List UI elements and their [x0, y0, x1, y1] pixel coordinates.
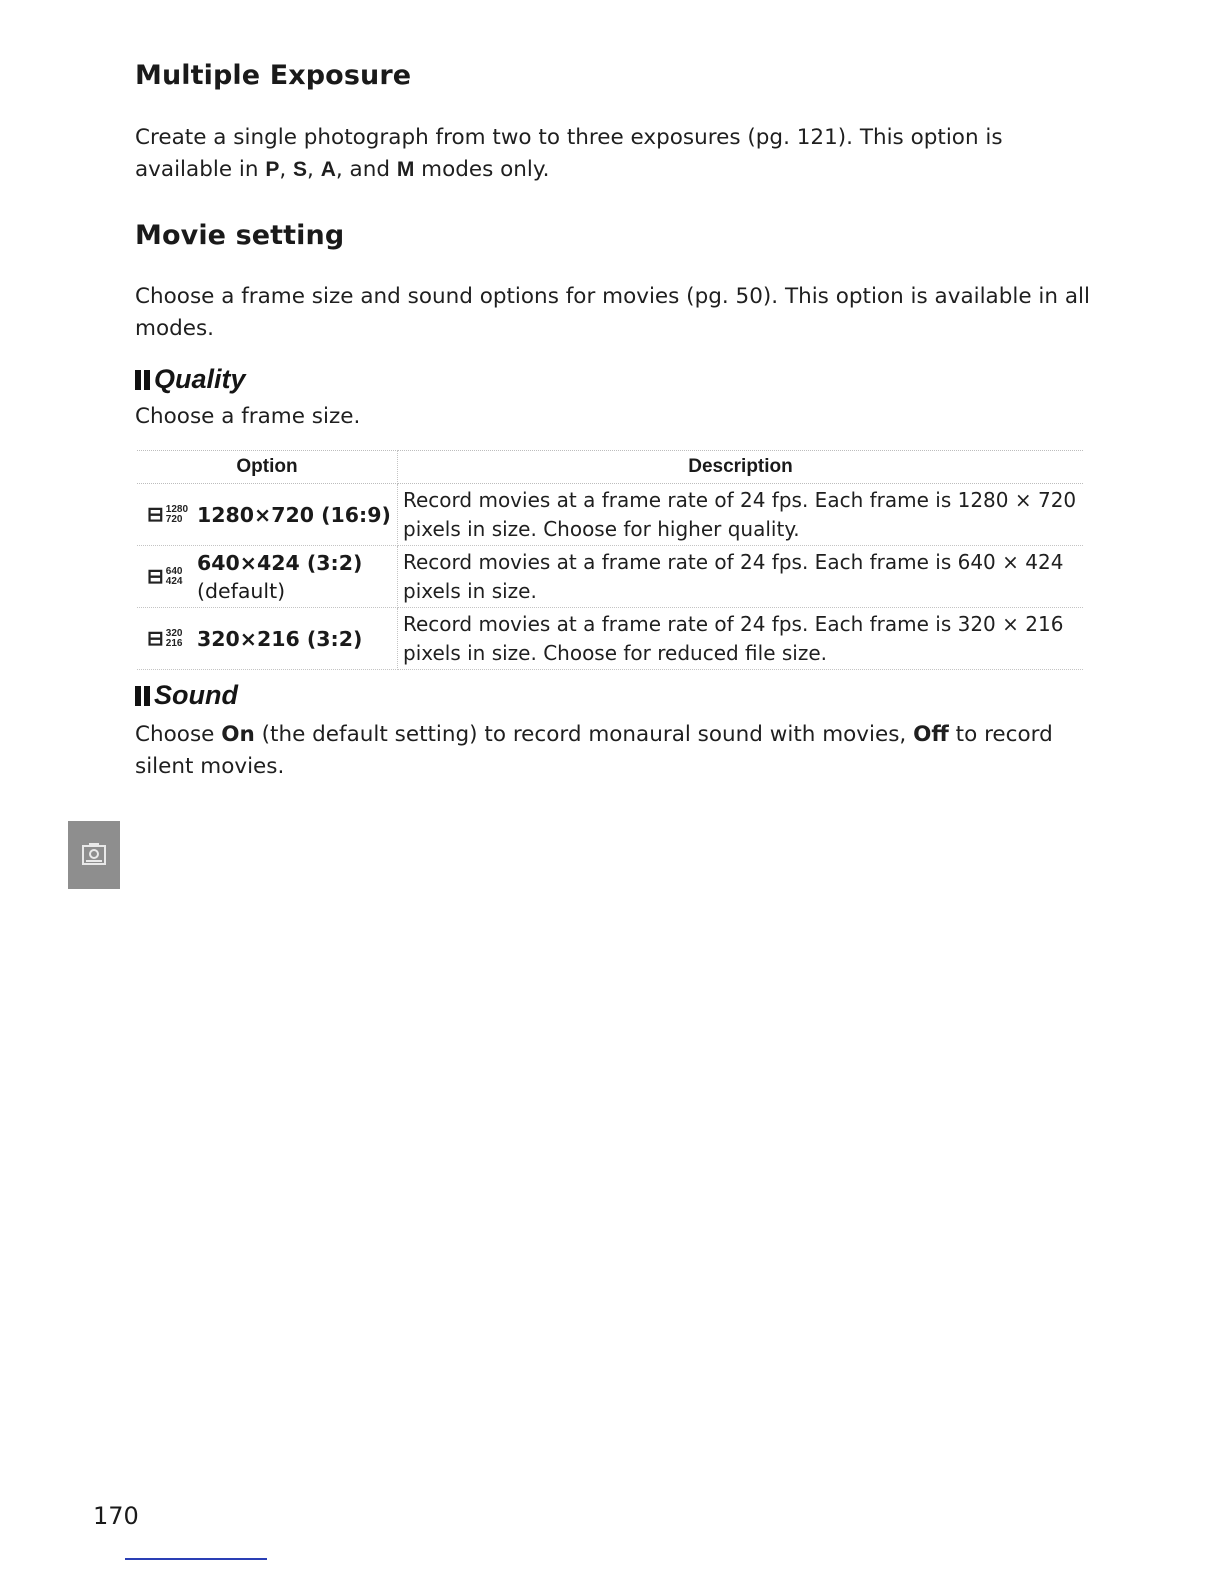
page-number: 170 [93, 1502, 139, 1530]
movie-setting-heading: Movie setting [135, 220, 345, 251]
sound-text-pre: Choose [135, 722, 222, 747]
option-cell [137, 608, 398, 670]
footer-accent-line [125, 1558, 267, 1560]
description-cell: Record movies at a frame rate of 24 fps. Each frame is 320 × 216 pixels in size. Choose for reduced file size. [398, 608, 1084, 670]
sound-heading [135, 680, 238, 711]
movie-quality-icon: ⊟ 320 216 [147, 627, 183, 650]
mode-m: M [396, 158, 415, 181]
option-default-note: (default) [197, 578, 286, 603]
mode-separator: , and [335, 157, 397, 182]
icon-height: 424 [165, 575, 183, 587]
column-header-option: Option [137, 451, 398, 484]
mode-a: A [320, 158, 336, 181]
icon-height: 720 [165, 513, 183, 525]
quality-table [137, 450, 1083, 670]
option-cell [137, 546, 398, 608]
sound-text [135, 719, 1095, 783]
sound-off-label: Off [913, 722, 949, 747]
description-cell: Record movies at a frame rate of 24 fps. Each frame is 640 × 424 pixels in size. [398, 546, 1084, 608]
option-label: 640×424 (3:2) [197, 550, 363, 575]
multiple-exposure-text-pre: Create a single photograph from two to three exposures (pg. 121). This option is available in [135, 125, 1003, 182]
column-header-description: Description [398, 451, 1084, 484]
movie-quality-icon: ⊟ 1280 720 [147, 503, 189, 526]
table-row [137, 484, 1083, 546]
quality-intro: Choose a frame size. [135, 404, 361, 429]
quality-heading [135, 364, 246, 395]
multiple-exposure-text-post: modes only. [414, 157, 550, 182]
mode-separator: , [307, 157, 321, 182]
table-row [137, 608, 1083, 670]
chapter-side-tab [68, 821, 120, 889]
camera-icon [80, 840, 108, 870]
section-marker-icon [135, 370, 150, 390]
table-header-row [137, 451, 1083, 484]
movie-setting-text: Choose a frame size and sound options for movies (pg. 50). This option is available in all modes. [135, 284, 1090, 341]
sound-text-post: to record silent movies. [135, 722, 1053, 779]
sound-on-label: On [221, 722, 255, 747]
mode-p: P [265, 158, 280, 181]
sound-heading-text: Sound [154, 680, 238, 710]
table-row [137, 546, 1083, 608]
icon-height: 216 [165, 637, 183, 649]
section-marker-icon [135, 686, 150, 706]
description-cell: Record movies at a frame rate of 24 fps. Each frame is 1280 × 720 pixels in size. Choose for higher quality. [398, 484, 1084, 546]
mode-s: S [293, 158, 308, 181]
multiple-exposure-heading: Multiple Exposure [135, 60, 412, 91]
mode-separator: , [279, 157, 293, 182]
option-label: 320×216 (3:2) [197, 626, 363, 651]
option-label: 1280×720 (16:9) [197, 502, 391, 527]
movie-quality-icon: ⊟ 640 424 [147, 565, 183, 588]
option-cell [137, 484, 398, 546]
icon-width: 1280 [165, 503, 189, 515]
multiple-exposure-text [135, 122, 1095, 186]
icon-width: 640 [165, 565, 183, 577]
sound-text-mid: (the default setting) to record monaural sound with movies, [254, 722, 914, 747]
quality-heading-text: Quality [154, 364, 246, 394]
icon-width: 320 [165, 627, 183, 639]
